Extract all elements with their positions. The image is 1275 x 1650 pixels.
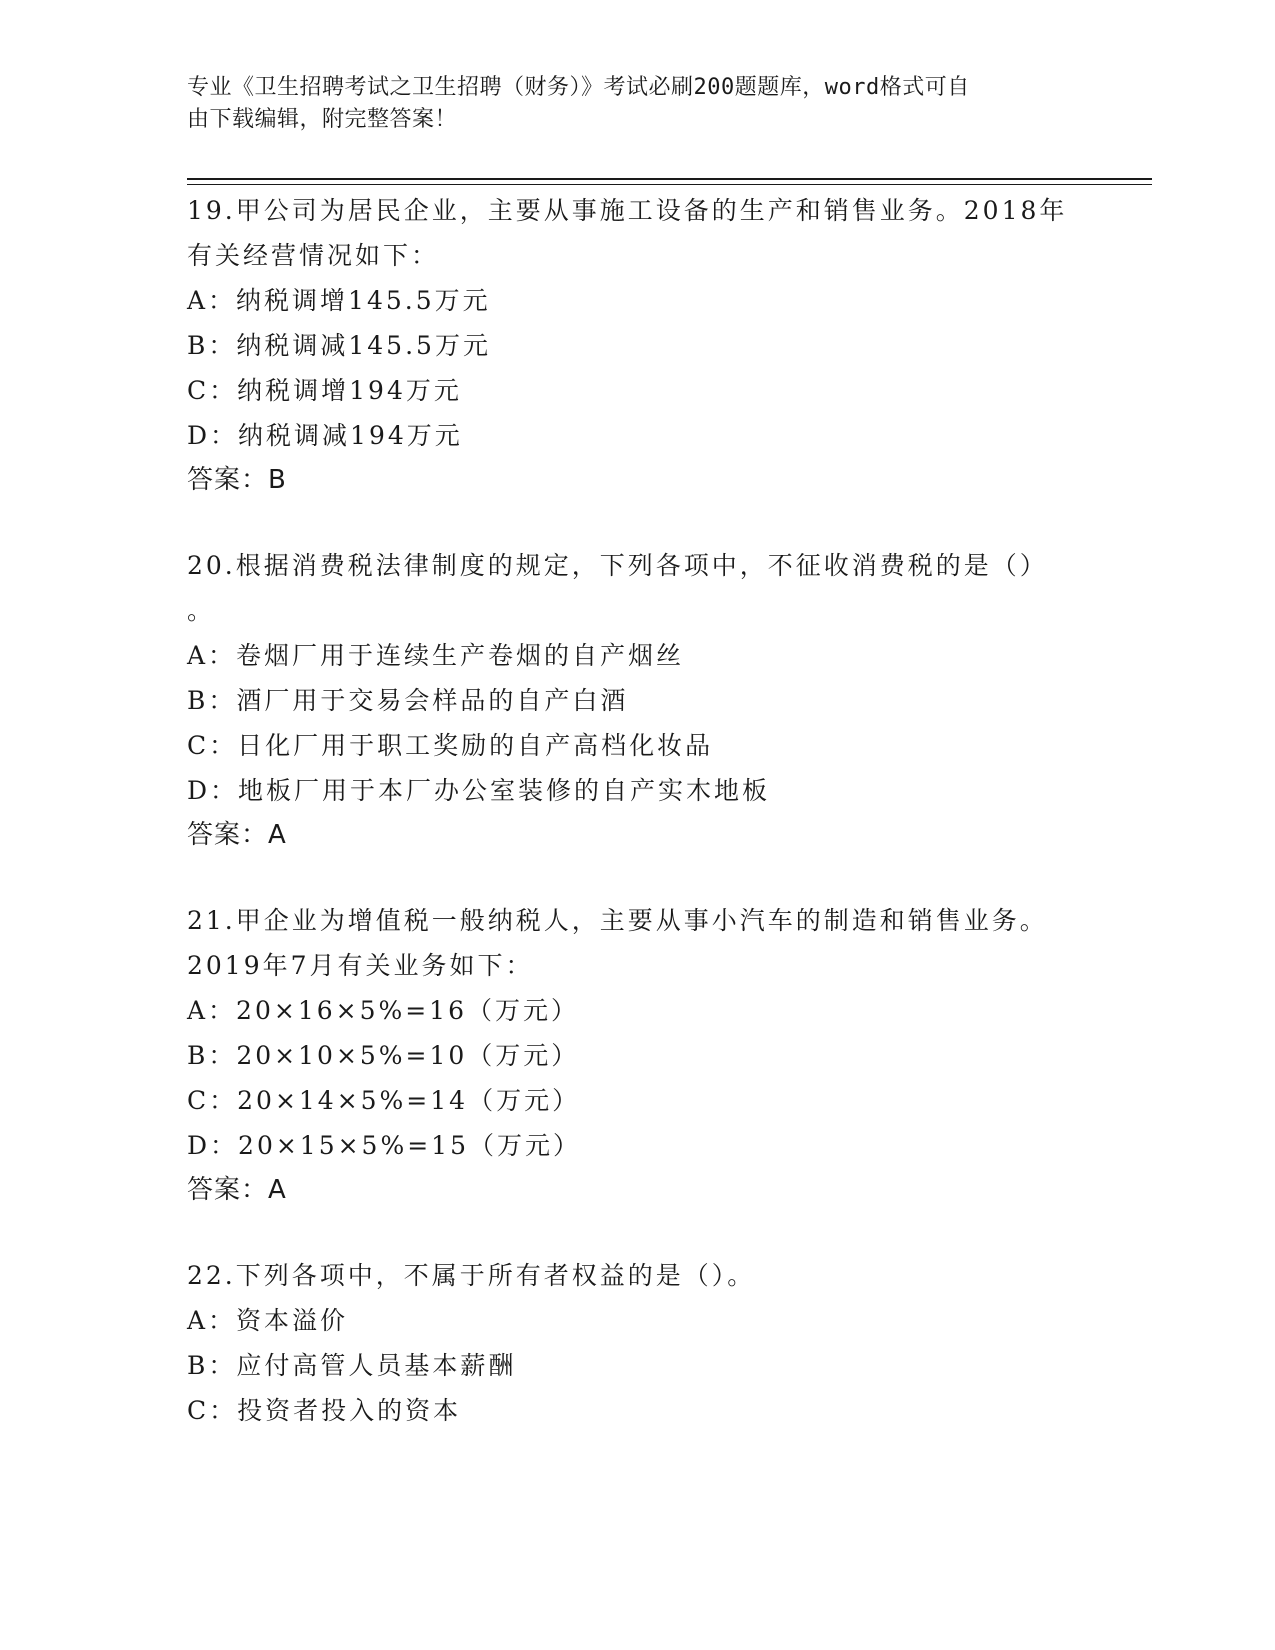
answer-option: A：资本溢价 <box>187 1306 349 1335</box>
question-stem <box>187 543 1087 633</box>
answer-option: C：20×14×5%=14（万元） <box>187 1086 581 1115</box>
question-stem-line: 19.甲公司为居民企业，主要从事施工设备的生产和销售业务。2018年 <box>187 196 1068 225</box>
answer-option: C：纳税调增194万元 <box>187 376 462 405</box>
answer-key <box>187 813 1087 858</box>
header-line-1: 专业《卫生招聘考试之卫生招聘（财务）》考试必刷200题题库，word格式可自 <box>187 75 970 100</box>
answer-option: D：地板厂用于本厂办公室装修的自产实木地板 <box>187 776 771 805</box>
answer-option: D：纳税调减194万元 <box>187 421 463 450</box>
answer-option: B：应付高管人员基本薪酬 <box>187 1351 517 1380</box>
question-list <box>187 188 1087 1473</box>
question-stem-line: 20.根据消费税法律制度的规定，下列各项中，不征收消费税的是（） <box>187 551 1048 580</box>
answer-option: A：20×16×5%=16（万元） <box>187 996 579 1025</box>
answer-option: C：投资者投入的资本 <box>187 1396 462 1425</box>
question-stem-line: 2019年7月有关业务如下： <box>187 951 534 980</box>
answer-value: A <box>268 820 287 850</box>
header-line-2: 由下载编辑，附完整答案！ <box>187 107 458 132</box>
answer-value: A <box>268 1175 287 1205</box>
answer-key <box>187 458 1087 503</box>
answer-value: B <box>268 465 287 495</box>
answer-key <box>187 1168 1087 1213</box>
question-block <box>187 188 1087 503</box>
answer-option: D：20×15×5%=15（万元） <box>187 1131 581 1160</box>
document-header <box>187 72 1067 136</box>
question-stem <box>187 1253 1087 1298</box>
answer-label: 答案： <box>187 820 269 850</box>
question-stem-line: 。 <box>187 596 216 625</box>
answer-label: 答案： <box>187 1175 269 1205</box>
question-stem-line: 22.下列各项中，不属于所有者权益的是（）。 <box>187 1261 756 1290</box>
question-stem-line: 有关经营情况如下： <box>187 241 440 270</box>
answer-option: A：纳税调增145.5万元 <box>187 286 491 315</box>
answer-label: 答案： <box>187 465 269 495</box>
question-stem-line: 21.甲企业为增值税一般纳税人，主要从事小汽车的制造和销售业务。 <box>187 906 1048 935</box>
question-stem <box>187 188 1087 278</box>
header-divider-thin <box>187 184 1152 185</box>
question-block <box>187 898 1087 1213</box>
answer-option: B：酒厂用于交易会样品的自产白酒 <box>187 686 629 715</box>
answer-option: B：纳税调减145.5万元 <box>187 331 491 360</box>
question-stem <box>187 898 1087 988</box>
answer-option: B：20×10×5%=10（万元） <box>187 1041 580 1070</box>
answer-option: C：日化厂用于职工奖励的自产高档化妆品 <box>187 731 714 760</box>
header-divider-thick <box>187 178 1152 180</box>
question-block <box>187 543 1087 858</box>
answer-option: A：卷烟厂用于连续生产卷烟的自产烟丝 <box>187 641 685 670</box>
question-block <box>187 1253 1087 1433</box>
